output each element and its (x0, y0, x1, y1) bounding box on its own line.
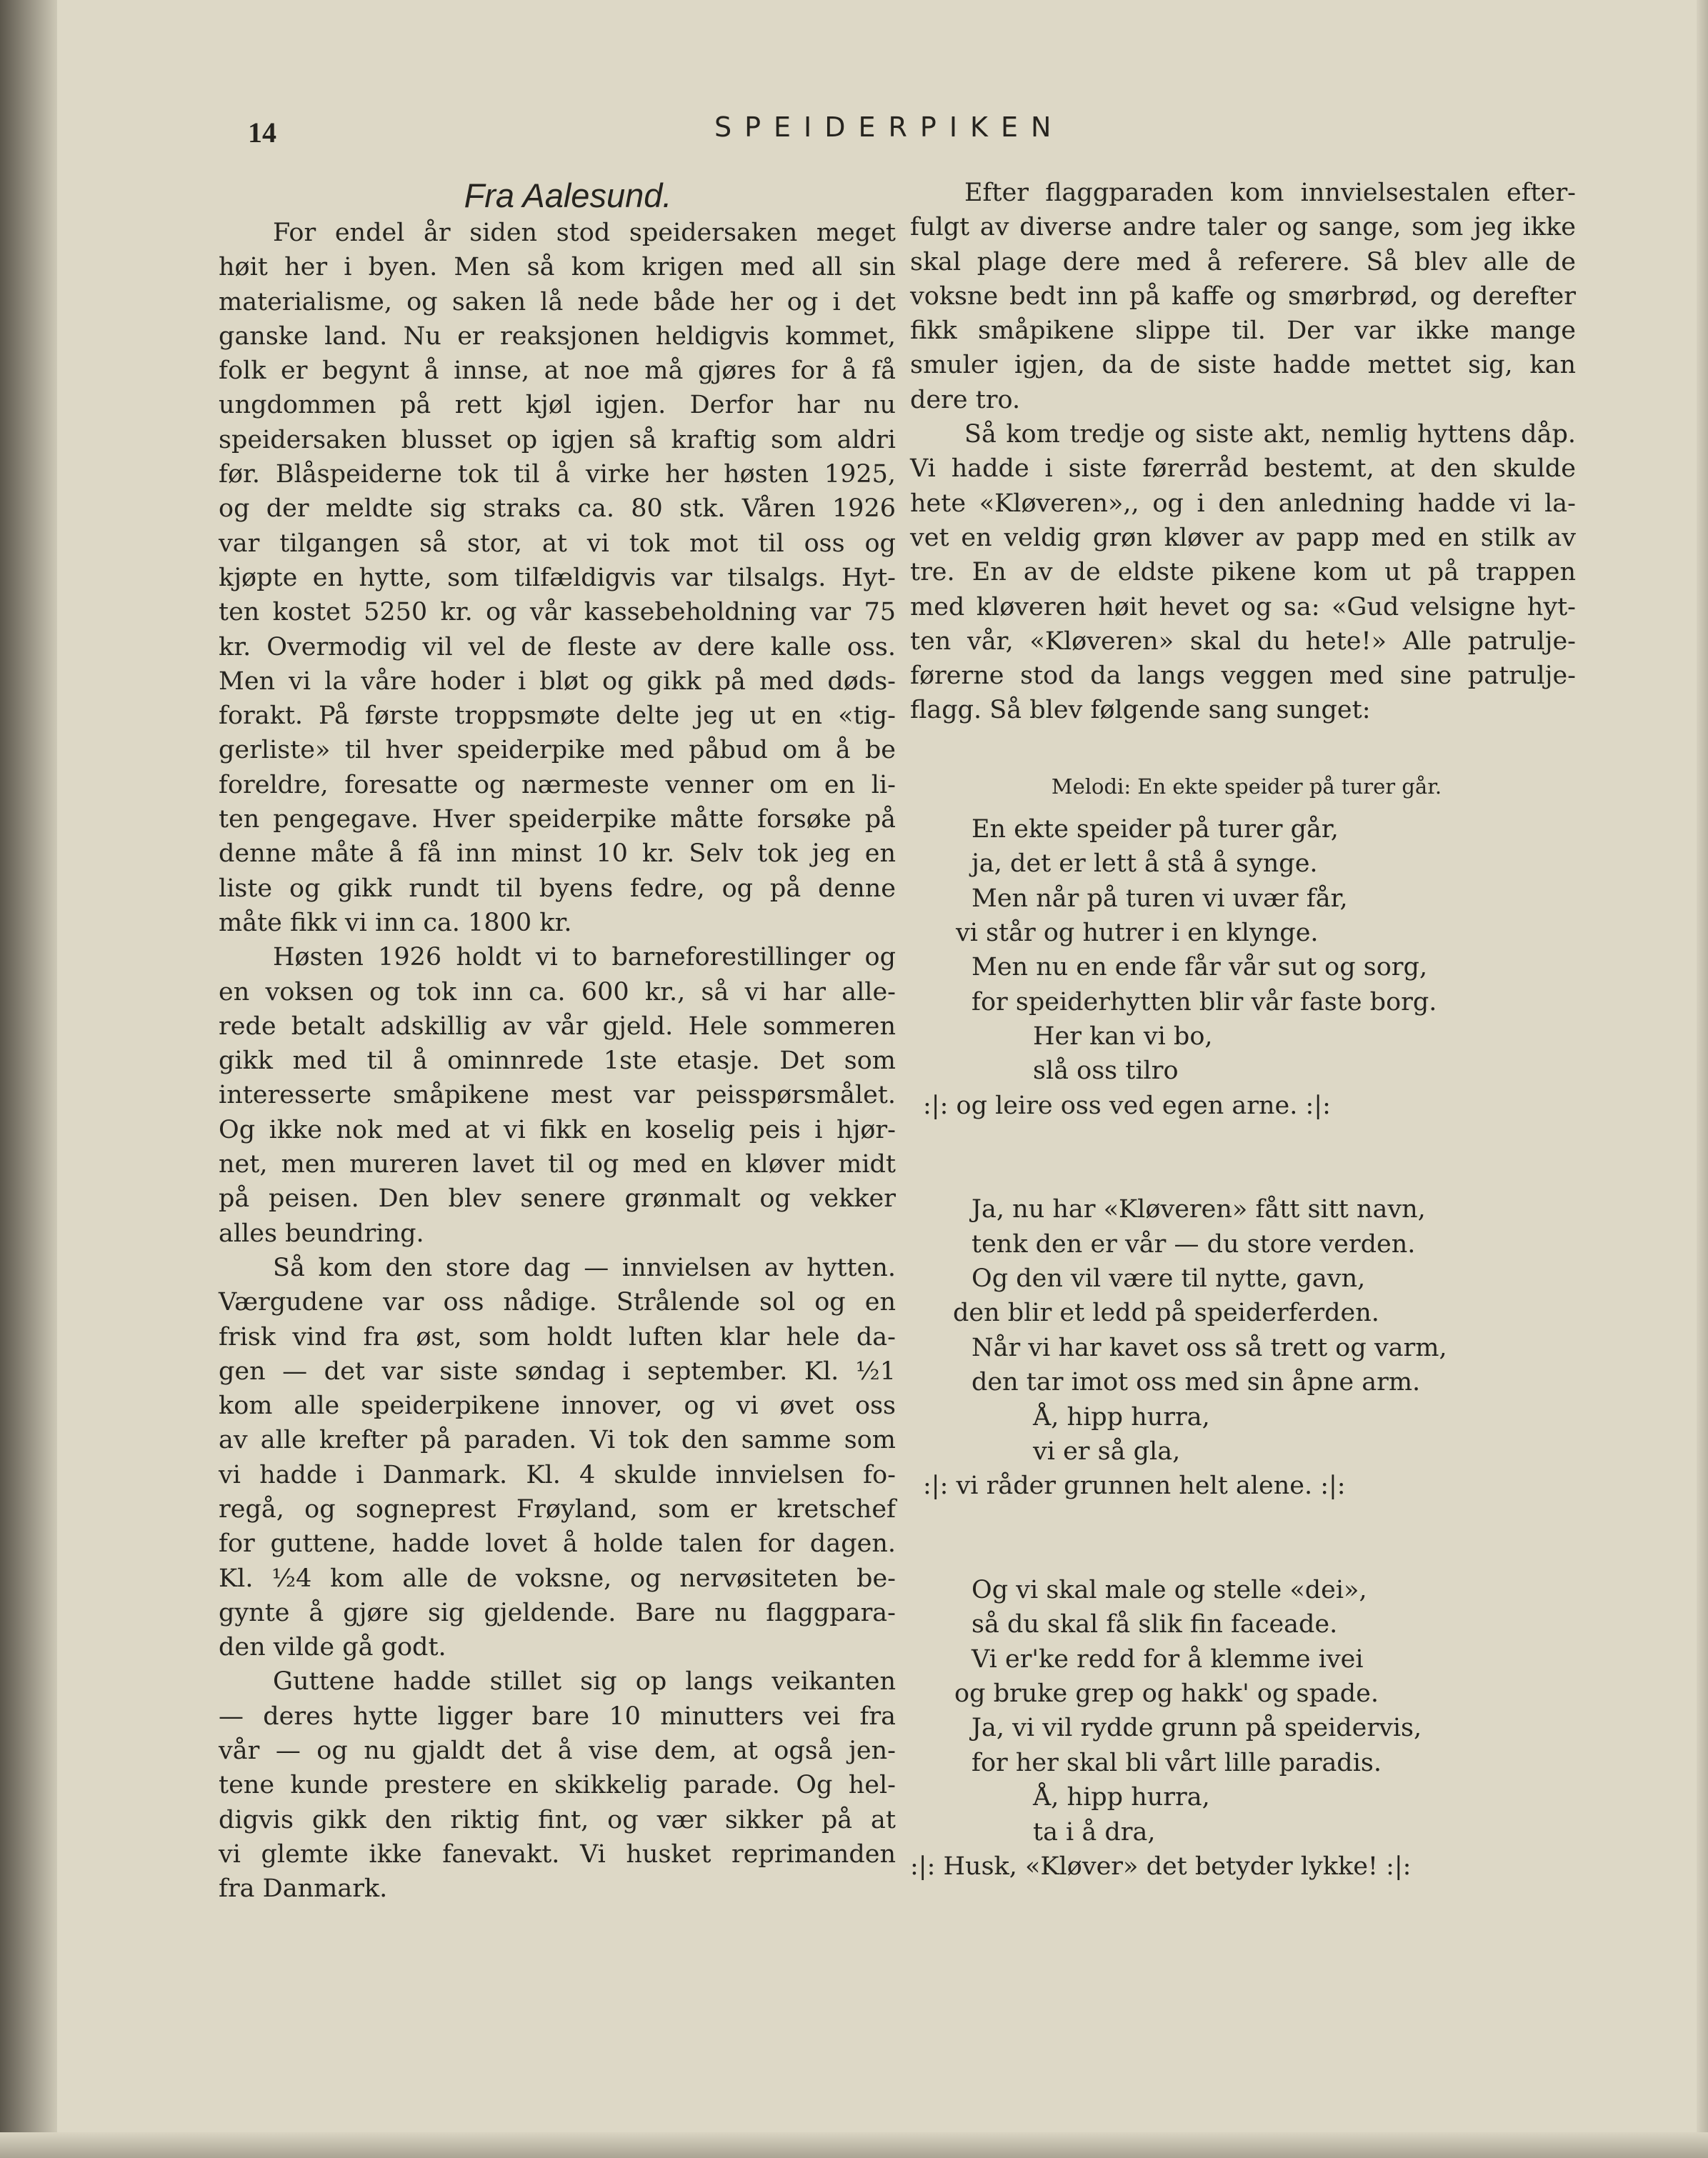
verse-line: :|: Husk, «Kløver» det betyder lykke! :|: (910, 1852, 1412, 1881)
text-line: fulgt av diverse andre taler og sange, som jeg ikke (910, 213, 1576, 242)
song-verses (910, 812, 1576, 1884)
text-line: og der meldte sig straks ca. 80 stk. Våren 1926 (219, 494, 896, 524)
verse-line: for speiderhytten blir vår faste borg. (972, 987, 1437, 1016)
text-line: Vi hadde i siste førerråd bestemt, at den skulde (910, 454, 1576, 484)
verse-line: ja, det er lett å stå å synge. (972, 849, 1318, 879)
verse-line: En ekte speider på turer går, (972, 814, 1339, 844)
verse-line: den tar imot oss med sin åpne arm. (972, 1368, 1421, 1397)
text-line: Så kom tredje og siste akt, nemlig hyttens dåp. (964, 420, 1576, 449)
text-line: før. Blåspeiderne tok til å virke her høsten 1925, (219, 460, 896, 489)
article-body-right (910, 176, 1576, 728)
text-line: vet en veldig grøn kløver av papp med en stilk av (910, 523, 1576, 552)
text-line: for guttene, hadde lovet å holde talen for dagen. (219, 1529, 896, 1559)
text-line: ungdommen på rett kjøl igjen. Derfor har nu (219, 391, 896, 420)
verse-line: vi er så gla, (1033, 1437, 1181, 1466)
text-line: regå, og sogneprest Frøyland, som er kretschef (219, 1494, 896, 1524)
verse-line: Men når på turen vi uvær får, (972, 884, 1348, 913)
text-line: vi hadde i Danmark. Kl. 4 skulde innvielsen fo- (219, 1460, 896, 1489)
text-line: gen — det var siste søndag i september. Kl. ½1 (219, 1357, 896, 1386)
text-line: den vilde gå godt. (219, 1633, 446, 1662)
text-line: måte fikk vi inn ca. 1800 kr. (219, 908, 572, 937)
text-line: Efter flaggparaden kom innvielsestalen efter- (964, 179, 1576, 207)
text-line: ganske land. Nu er reaksjonen heldigvis kommet, (219, 321, 896, 351)
verse-line: :|: og leire oss ved egen arne. :|: (923, 1091, 1331, 1120)
text-line: ten pengegave. Hver speiderpike måtte forsøke på (219, 805, 896, 834)
melody-line: Melodi: En ekte speider på turer går. (1051, 774, 1442, 799)
text-line: av alle krefter på paraden. Vi tok den samme som (219, 1426, 896, 1455)
text-line: foreldre, foresatte og nærmeste venner om en li- (219, 770, 896, 799)
verse-line: Ja, vi vil rydde grunn på speidervis, (972, 1714, 1422, 1743)
page-shadow-bottom (0, 2132, 1708, 2158)
text-line: frisk vind fra øst, som holdt luften klar hele da- (219, 1322, 896, 1352)
verse-line: vi står og hutrer i en klynge. (956, 918, 1319, 947)
text-line: kjøpte en hytte, som tilfældigvis var tilsalgs. Hyt- (219, 563, 896, 592)
verse-line: :|: vi råder grunnen helt alene. :|: (923, 1472, 1346, 1501)
text-line: For endel år siden stod speidersaken meget (273, 219, 896, 247)
verse-line: Og vi skal male og stelle «dei», (972, 1575, 1367, 1604)
text-line: denne måte å få inn minst 10 kr. Selv tok jeg en (219, 839, 896, 869)
text-line: var tilgangen så stor, at vi tok mot til oss og (219, 529, 896, 558)
running-head: SPEIDERPIKEN (714, 111, 1064, 143)
text-line: flagg. Så blev følgende sang sunget: (910, 696, 1371, 725)
text-line: forakt. På første troppsmøte delte jeg ut en «tig- (219, 701, 896, 731)
text-line: rede betalt adskillig av vår gjeld. Hele sommeren (219, 1011, 896, 1041)
text-line: fikk småpikene slippe til. Der var ikke mange (910, 316, 1576, 346)
verse-gap (910, 1504, 1576, 1573)
text-line: ten kostet 5250 kr. og vår kassebeholdning var 75 (219, 598, 896, 627)
verse-line: Å, hipp hurra, (1033, 1783, 1210, 1812)
verse-line: for her skal bli vårt lille paradis. (972, 1748, 1382, 1777)
text-line: kr. Overmodig vil vel de fleste av dere kalle oss. (219, 632, 896, 661)
text-line: en voksen og tok inn ca. 600 kr., så vi har alle- (219, 977, 896, 1006)
verse-line: ta i å dra, (1033, 1817, 1156, 1847)
text-line: skal plage dere med å referere. Så blev alle de (910, 247, 1576, 276)
song-verse (910, 812, 1576, 1124)
text-line: liste og gikk rundt til byens fedre, og på denne (219, 874, 896, 903)
page-shadow-right (1697, 0, 1708, 2158)
text-line: med kløveren høit hevet og sa: «Gud velsigne hyt- (910, 592, 1576, 621)
verse-line: Og den vil være til nytte, gavn, (972, 1264, 1366, 1294)
verse-line: Her kan vi bo, (1033, 1022, 1213, 1051)
text-line: gerliste» til hver speiderpike med påbud om å be (219, 736, 896, 765)
verse-line: tenk den er vår — du store verden. (972, 1229, 1416, 1259)
text-line: alles beundring. (219, 1219, 424, 1248)
text-line: speidersaken blusset op igjen så kraftig som aldri (219, 425, 896, 454)
text-line: høit her i byen. Men så kom krigen med all sin (219, 253, 896, 282)
text-line: Så kom den store dag — innvielsen av hytten. (273, 1253, 896, 1282)
article-body-left (219, 216, 896, 1907)
verse-line: Men nu en ende får vår sut og sorg, (972, 953, 1428, 982)
text-line: vår — og nu gjaldt det å vise dem, at også jen- (219, 1737, 896, 1766)
text-line: gynte å gjøre sig gjeldende. Bare nu flaggpara- (219, 1598, 896, 1627)
song-verse (910, 1192, 1576, 1504)
text-line: Men vi la våre hoder i bløt og gikk på med døds- (219, 666, 896, 696)
text-line: Guttene hadde stillet sig op langs veikanten (273, 1667, 896, 1697)
text-line: kom alle speiderpikene innover, og vi øvet oss (219, 1392, 896, 1421)
text-line: — deres hytte ligger bare 10 minutters vei fra (219, 1702, 896, 1731)
text-line: Værgudene var oss nådige. Strålende sol og en (219, 1288, 896, 1317)
text-line: materialisme, og saken lå nede både her og i det (219, 287, 896, 316)
text-line: digvis gikk den riktig fint, og vær sikker på at (219, 1805, 896, 1834)
verse-line: Vi er'ke redd for å klemme ivei (972, 1644, 1364, 1674)
verse-line: slå oss tilro (1033, 1056, 1179, 1086)
text-line: folk er begynt å innse, at noe må gjøres for å få (219, 356, 896, 386)
page-shadow-left (0, 0, 57, 2158)
verse-line: Når vi har kavet oss så trett og varm, (972, 1333, 1447, 1362)
text-line: voksne bedt inn på kaffe og smørbrød, og derefter (910, 281, 1576, 311)
text-line: på peisen. Den blev senere grønmalt og vekker (219, 1184, 896, 1214)
text-line: dere tro. (910, 385, 1021, 414)
text-line: Og ikke nok med at vi fikk en koselig peis i hjør- (219, 1115, 896, 1144)
song-verse (910, 1573, 1576, 1884)
article-title: Fra Aalesund. (464, 176, 672, 214)
verse-line: den blir et ledd på speiderferden. (953, 1299, 1379, 1328)
verse-line: Å, hipp hurra, (1033, 1402, 1210, 1432)
text-line: net, men mureren lavet til og med en kløver midt (219, 1150, 896, 1179)
verse-line: så du skal få slik fin faceade. (972, 1610, 1338, 1639)
verse-gap (910, 1123, 1576, 1192)
page-number: 14 (248, 116, 276, 149)
text-line: ten vår, «Kløveren» skal du hete!» Alle patrulje- (910, 626, 1576, 656)
text-line: Høsten 1926 holdt vi to barneforestillinger og (273, 943, 896, 972)
left-column (219, 176, 896, 1907)
text-line: Kl. ½4 kom alle de voksne, og nervøsiteten be- (219, 1564, 896, 1593)
text-line: tene kunde prestere en skikkelig parade. Og hel- (219, 1771, 896, 1800)
text-line: førerne stod da langs veggen med sine patrulje- (910, 661, 1576, 691)
text-line: fra Danmark. (219, 1874, 388, 1904)
text-line: smuler igjen, da de siste hadde mettet sig, kan (910, 351, 1576, 380)
text-line: gikk med til å ominnrede 1ste etasje. Det som (219, 1046, 896, 1076)
verse-line: og bruke grep og hakk' og spade. (954, 1679, 1379, 1708)
text-line: vi glemte ikke fanevakt. Vi husket reprimanden (219, 1839, 896, 1869)
text-line: hete «Kløveren»,, og i den anledning hadde vi la- (910, 489, 1576, 518)
right-column (910, 176, 1576, 1884)
text-line: tre. En av de eldste pikene kom ut på trappen (910, 558, 1576, 587)
text-line: interesserte småpikene mest var peisspørsmålet. (219, 1081, 896, 1110)
verse-line: Ja, nu har «Kløveren» fått sitt navn, (972, 1195, 1426, 1224)
